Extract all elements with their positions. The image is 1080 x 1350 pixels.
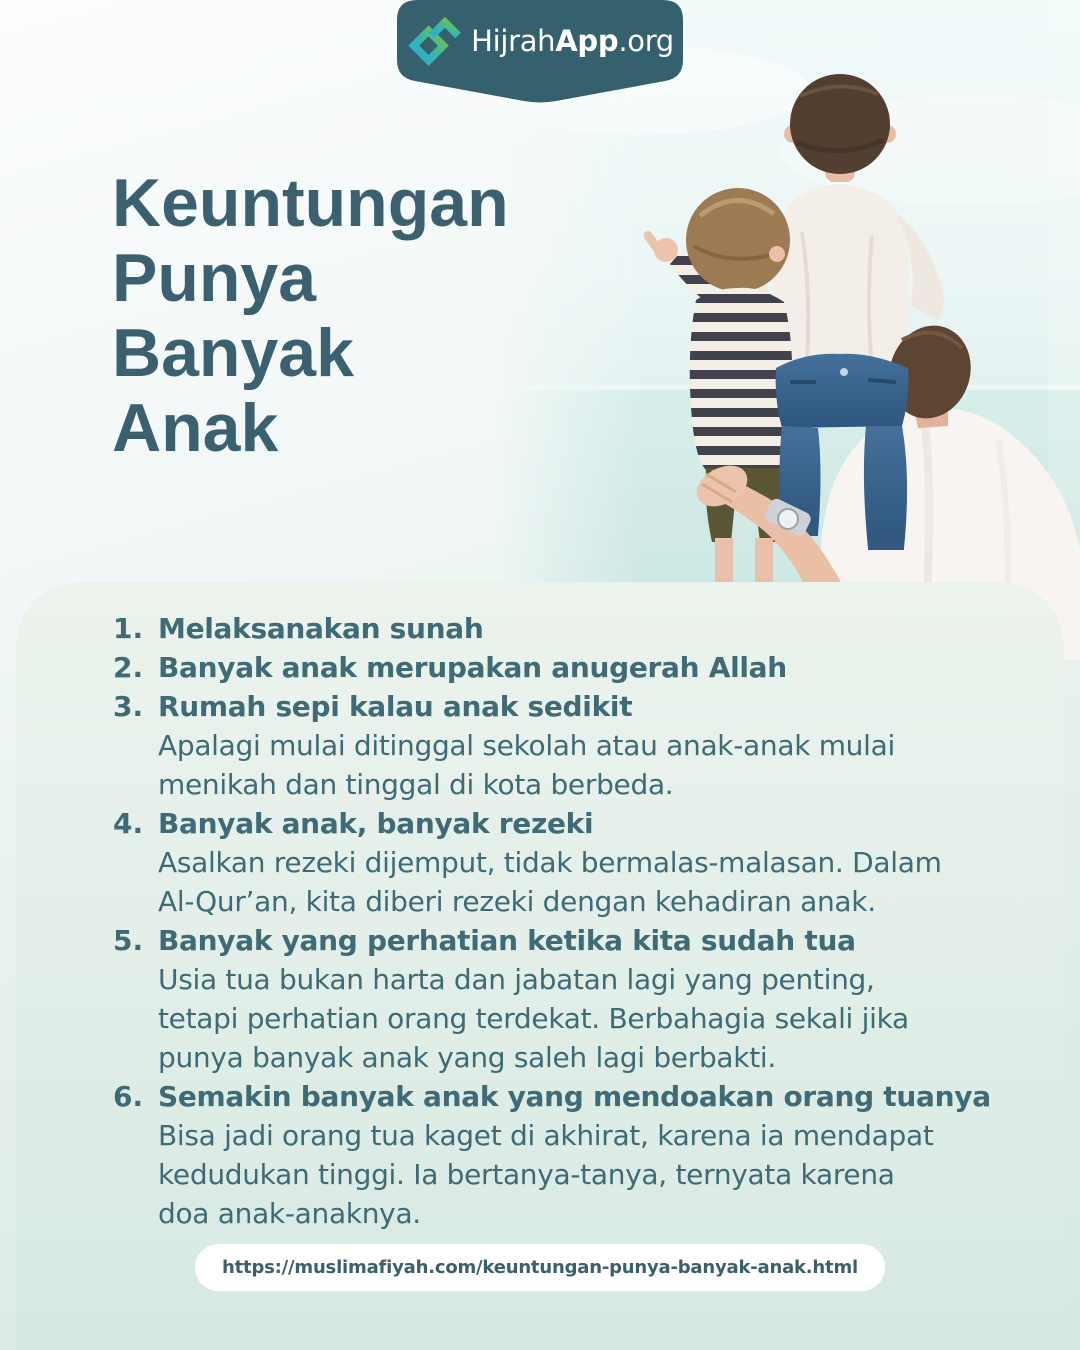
benefit-heading: Rumah sepi kalau anak sedikit (158, 690, 633, 723)
benefit-body-line: Bisa jadi orang tua kaget di akhirat, karena ia mendapat (158, 1119, 934, 1152)
benefit-text (158, 687, 1028, 804)
benefit-number: 1. (113, 612, 144, 645)
benefit-heading: Banyak yang perhatian ketika kita sudah tua (158, 924, 856, 957)
brand-badge (397, 0, 683, 108)
source-url-pill[interactable] (195, 1244, 885, 1291)
benefit-number: 6. (113, 1080, 144, 1113)
benefit-body-line: punya banyak anak yang saleh lagi berbakti. (158, 1041, 776, 1074)
benefits-card (16, 582, 1064, 1350)
title-line: Anak (112, 390, 279, 466)
benefit-item (113, 921, 1028, 1077)
benefit-number: 4. (113, 807, 144, 840)
benefit-text (158, 609, 1028, 648)
benefit-body-line: kedudukan tinggi. Ia bertanya-tanya, ternyata karena (158, 1158, 895, 1191)
benefit-body-line: Usia tua bukan harta dan jabatan lagi yang penting, (158, 963, 875, 996)
benefit-heading: Banyak anak, banyak rezeki (158, 807, 594, 840)
benefit-item (113, 804, 1028, 921)
benefit-heading: Melaksanakan sunah (158, 612, 484, 645)
benefit-text (158, 648, 1028, 687)
benefit-body-line: tetapi perhatian orang terdekat. Berbahagia sekali jika (158, 1002, 909, 1035)
benefit-body-line: Al-Qur’an, kita diberi rezeki dengan kehadiran anak. (158, 885, 876, 918)
benefit-text (158, 1077, 1028, 1233)
source-url-text: https://muslimafiyah.com/keuntungan-punya-banyak-anak.html (222, 1257, 858, 1278)
benefit-list (16, 582, 1064, 1233)
benefit-body-line: menikah dan tinggal di kota berbeda. (158, 768, 674, 801)
benefit-heading: Semakin banyak anak yang mendoakan orang tuanya (158, 1080, 991, 1113)
hijrahapp-logo-icon (406, 16, 462, 66)
benefit-body-line: Asalkan rezeki dijemput, tidak bermalas-malasan. Dalam (158, 846, 942, 879)
benefit-text (158, 921, 1028, 1077)
benefit-body-line: doa anak-anaknya. (158, 1197, 421, 1230)
benefit-item (113, 1077, 1028, 1233)
benefit-body-line: Apalagi mulai ditinggal sekolah atau anak-anak mulai (158, 729, 895, 762)
benefit-heading: Banyak anak merupakan anugerah Allah (158, 651, 787, 684)
benefit-number: 2. (113, 651, 144, 684)
benefit-item (113, 687, 1028, 804)
poster-title (112, 166, 509, 466)
benefit-number: 3. (113, 690, 144, 723)
title-line: Punya (112, 240, 317, 316)
title-line: Keuntungan (112, 165, 509, 241)
benefit-item (113, 648, 1028, 687)
benefit-text (158, 804, 1028, 921)
title-line: Banyak (112, 315, 354, 391)
benefit-item (113, 609, 1028, 648)
brand-name: HijrahApp.org (471, 24, 674, 58)
benefit-number: 5. (113, 924, 144, 957)
